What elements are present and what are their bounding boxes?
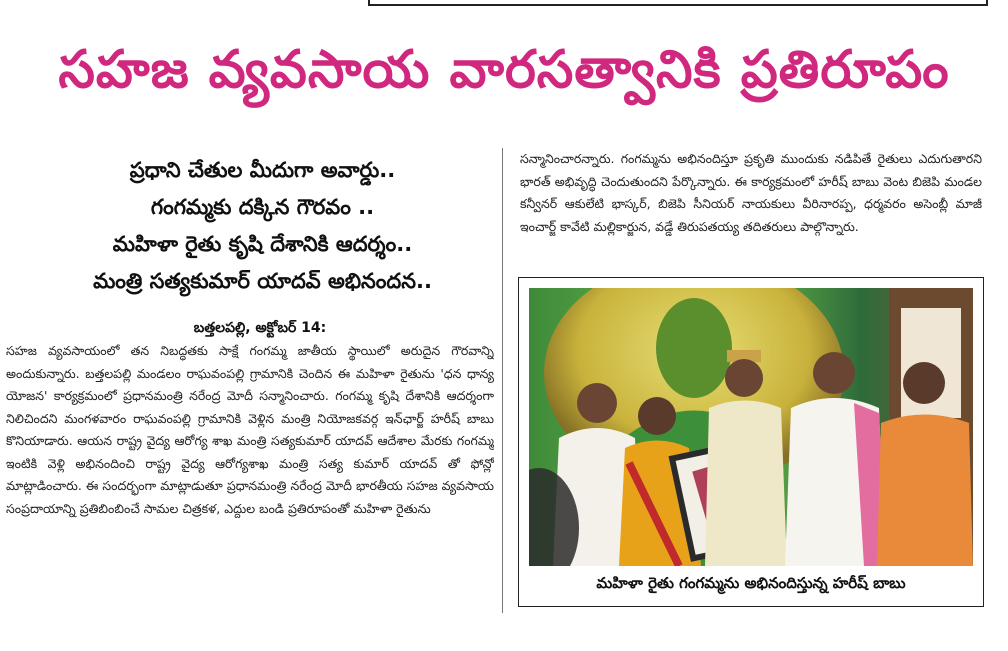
article-body-left: సహజ వ్యవసాయంలో తన నిబద్ధతకు సాక్షే గంగమ్మ జాతీయ స్థాయిలో అరుదైన గౌరవాన్ని అందుకున్నారు. బత్తలపల్లి మండలం రాఘవంపల్లి గ్రామానికి చెందిన ఈ మహిళా రైతును 'ధన ధాన్య యోజన' కార్యక్రమంలో ప్రధానమంత్రి నరేంద్ర మోదీ సన్మానించారు. గంగమ్మ కృషి దేశానికి ఆదర్శంగా నిలిచిందని మంగళవారం రాఘవంపల్లి గ్రామానికి వెళ్లిన మంత్రి నియోజకవర్గ ఇన్‌ఛార్జ్ హరీష్ బాబు కొనియాడారు. ఆయన రాష్ట్ర వైద్య ఆరోగ్య శాఖ మంత్రి సత్యకుమార్ యాదవ్ ఆదేశాల మేరకు గంగమ్మ ఇంటికి వెళ్లి అభినందించి రాష్ట్ర వైద్య ఆరోగ్యశాఖ మంత్రి సత్య కుమార్ యాదవ్ తో ఫోన్లో మాట్లాడించారు. ఈ సందర్భంగా మాట్లాడుతూ ప్రధానమంత్రి నరేంద్ర మోదీ భారతీయ సహజ వ్యవసాయ సంప్రదాయాన్ని ప్రతిబింబించే సామల చిత్రకళ, ఎద్దుల బండి ప్రతిరూపంతో మహిళా రైతును xyxy=(6,343,494,516)
subheading-3: మహిళా రైతు కృషి దేశానికి ఆదర్శం.. xyxy=(112,232,413,256)
subheadings xyxy=(20,152,505,300)
person-3-body xyxy=(705,401,787,567)
subheading-2: గంగమ్మకు దక్కిన గౌరవం .. xyxy=(150,195,375,219)
person-5-head xyxy=(903,362,945,404)
headline: సహజ వ్యవసాయ వారసత్వానికి ప్రతిరూపం xyxy=(58,40,950,100)
person-1-head xyxy=(577,383,617,423)
event-photo xyxy=(529,288,973,566)
top-article-border xyxy=(368,0,988,6)
photo-frame xyxy=(518,277,984,607)
person-3-head xyxy=(725,359,763,397)
subheading-1: ప్రధాని చేతుల మీదుగా అవార్డు.. xyxy=(129,158,396,182)
column-divider xyxy=(502,148,503,613)
person-2-head xyxy=(638,397,676,435)
person-5-body xyxy=(877,415,973,567)
article-right-column xyxy=(520,148,982,268)
mural-buddha-head xyxy=(656,298,732,398)
photo-caption: మహిళా రైతు గంగమ్మను అభినందిస్తున్న హరీష్ బాబు xyxy=(596,574,906,592)
article-body-right: సన్మానించారన్నారు. గంగమ్మను అభినందిస్తూ ప్రకృతి ముందుకు నడిపితే రైతులు ఎదుగుతారని భారత్ అభివృద్ధి చెందుతుందని పేర్కొన్నారు. ఈ కార్యక్రమంలో హరీష్ బాబు వెంట బిజెపి మండల కన్వీనర్ ఆకులేటి భాస్కర్, బిజెపి సీనియర్ నాయకులు వీరినారప్ప, ధర్మవరం అసెంబ్లీ మాజీ ఇంచార్జ్ కావేటి మల్లికార్జున, వడ్డే తిరుపతయ్య తదితరులు పాల్గొన్నారు. xyxy=(520,151,982,234)
dateline: బత్తలపల్లి, అక్టోబర్ 14: xyxy=(193,320,327,336)
person-4-head xyxy=(813,352,855,394)
subheading-4: మంత్రి సత్యకుమార్ యాదవ్ అభినందన.. xyxy=(93,269,432,293)
article-left-column xyxy=(6,340,494,610)
